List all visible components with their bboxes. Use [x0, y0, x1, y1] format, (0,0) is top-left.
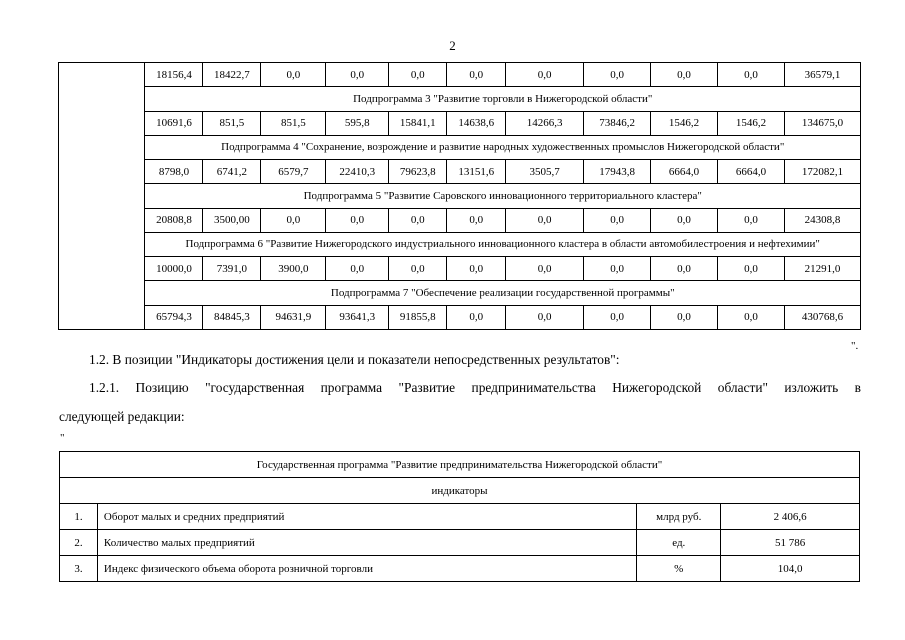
indicator-unit: % — [637, 556, 721, 582]
value-cell: 595,8 — [326, 111, 389, 135]
value-cell: 0,0 — [447, 208, 506, 232]
value-cell: 6664,0 — [651, 160, 718, 184]
indicator-unit: ед. — [637, 530, 721, 556]
value-cell: 10000,0 — [145, 257, 203, 281]
value-cell: 0,0 — [506, 305, 584, 329]
value-cell: 430768,6 — [784, 305, 860, 329]
indicator-name: Количество малых предприятий — [97, 530, 636, 556]
subprogram-title: Подпрограмма 4 "Сохранение, возрождение и развитие народных художественных промыслов Нижегородской области" — [145, 135, 861, 160]
paragraph-1-2-1-line1: 1.2.1. Позицию "государственная программа "Развитие предпринимательства Нижегородской области" изложить в — [89, 380, 861, 395]
indicators-table — [59, 451, 860, 582]
value-cell: 0,0 — [584, 63, 651, 87]
value-cell: 0,0 — [506, 257, 584, 281]
value-cell: 6741,2 — [203, 160, 261, 184]
indicators-title-row — [60, 452, 860, 478]
indicator-value: 104,0 — [721, 556, 860, 582]
table-row — [59, 305, 861, 329]
value-cell: 36579,1 — [784, 63, 860, 87]
value-cell: 3900,0 — [261, 257, 326, 281]
indicators-subtitle-row — [60, 478, 860, 504]
subprogram-row — [59, 135, 861, 160]
value-cell: 0,0 — [651, 208, 718, 232]
value-cell: 0,0 — [447, 257, 506, 281]
row-number: 2. — [60, 530, 98, 556]
value-cell: 17943,8 — [584, 160, 651, 184]
paragraph-1-2-1-line2: следующей редакции: — [59, 409, 185, 424]
value-cell: 0,0 — [326, 208, 389, 232]
value-cell: 0,0 — [584, 208, 651, 232]
subprogram-row — [59, 184, 861, 209]
value-cell: 79623,8 — [389, 160, 447, 184]
subprogram-row — [59, 87, 861, 112]
row-number: 1. — [60, 504, 98, 530]
table-row — [59, 63, 861, 87]
table-row — [60, 504, 860, 530]
value-cell: 94631,9 — [261, 305, 326, 329]
indicator-name: Индекс физического объема оборота розничной торговли — [97, 556, 636, 582]
value-cell: 10691,6 — [145, 111, 203, 135]
value-cell: 0,0 — [447, 305, 506, 329]
value-cell: 0,0 — [718, 63, 785, 87]
value-cell: 0,0 — [584, 305, 651, 329]
indicator-value: 2 406,6 — [721, 504, 860, 530]
indicator-unit: млрд руб. — [637, 504, 721, 530]
table-row — [59, 257, 861, 281]
table-row — [59, 160, 861, 184]
indicators-subtitle: индикаторы — [60, 478, 860, 504]
closing-quote: ". — [851, 340, 859, 352]
value-cell: 0,0 — [651, 305, 718, 329]
value-cell: 15841,1 — [389, 111, 447, 135]
table-row — [60, 530, 860, 556]
value-cell: 18156,4 — [145, 63, 203, 87]
value-cell: 14266,3 — [506, 111, 584, 135]
value-cell: 7391,0 — [203, 257, 261, 281]
value-cell: 6579,7 — [261, 160, 326, 184]
value-cell: 134675,0 — [784, 111, 860, 135]
value-cell: 851,5 — [203, 111, 261, 135]
value-cell: 0,0 — [506, 208, 584, 232]
value-cell: 0,0 — [261, 63, 326, 87]
value-cell: 172082,1 — [784, 160, 860, 184]
table-row — [60, 556, 860, 582]
budget-table — [58, 62, 861, 330]
value-cell: 1546,2 — [718, 111, 785, 135]
value-cell: 73846,2 — [584, 111, 651, 135]
value-cell: 13151,6 — [447, 160, 506, 184]
value-cell: 14638,6 — [447, 111, 506, 135]
page-number: 2 — [449, 38, 456, 53]
value-cell: 65794,3 — [145, 305, 203, 329]
value-cell: 84845,3 — [203, 305, 261, 329]
value-cell: 0,0 — [651, 63, 718, 87]
value-cell: 22410,3 — [326, 160, 389, 184]
subprogram-row — [59, 232, 861, 257]
value-cell: 91855,8 — [389, 305, 447, 329]
value-cell: 93641,3 — [326, 305, 389, 329]
value-cell: 0,0 — [389, 257, 447, 281]
value-cell: 0,0 — [389, 63, 447, 87]
value-cell: 3500,00 — [203, 208, 261, 232]
subprogram-title: Подпрограмма 5 "Развитие Саровского инновационного территориального кластера" — [145, 184, 861, 209]
indicators-title: Государственная программа "Развитие предпринимательства Нижегородской области" — [60, 452, 860, 478]
value-cell: 1546,2 — [651, 111, 718, 135]
value-cell: 0,0 — [584, 257, 651, 281]
paragraph-1-2: 1.2. В позиции "Индикаторы достижения цели и показатели непосредственных результатов": — [89, 352, 620, 367]
value-cell: 24308,8 — [784, 208, 860, 232]
value-cell: 0,0 — [651, 257, 718, 281]
subprogram-row — [59, 281, 861, 306]
value-cell: 8798,0 — [145, 160, 203, 184]
value-cell: 0,0 — [718, 305, 785, 329]
table-row — [59, 111, 861, 135]
value-cell: 3505,7 — [506, 160, 584, 184]
subprogram-title: Подпрограмма 7 "Обеспечение реализации государственной программы" — [145, 281, 861, 306]
value-cell: 0,0 — [261, 208, 326, 232]
value-cell: 0,0 — [506, 63, 584, 87]
value-cell: 0,0 — [447, 63, 506, 87]
open-quote: " — [60, 432, 65, 444]
subprogram-title: Подпрограмма 3 "Развитие торговли в Нижегородской области" — [145, 87, 861, 112]
value-cell: 0,0 — [326, 63, 389, 87]
value-cell: 0,0 — [718, 208, 785, 232]
row-header-cell — [59, 63, 145, 330]
value-cell: 0,0 — [326, 257, 389, 281]
value-cell: 0,0 — [389, 208, 447, 232]
value-cell: 20808,8 — [145, 208, 203, 232]
value-cell: 0,0 — [718, 257, 785, 281]
row-number: 3. — [60, 556, 98, 582]
indicator-value: 51 786 — [721, 530, 860, 556]
indicator-name: Оборот малых и средних предприятий — [97, 504, 636, 530]
table-row — [59, 208, 861, 232]
value-cell: 6664,0 — [718, 160, 785, 184]
value-cell: 18422,7 — [203, 63, 261, 87]
value-cell: 21291,0 — [784, 257, 860, 281]
subprogram-title: Подпрограмма 6 "Развитие Нижегородского индустриального инновационного кластера в области автомобилестроения и нефтехимии" — [145, 232, 861, 257]
value-cell: 851,5 — [261, 111, 326, 135]
